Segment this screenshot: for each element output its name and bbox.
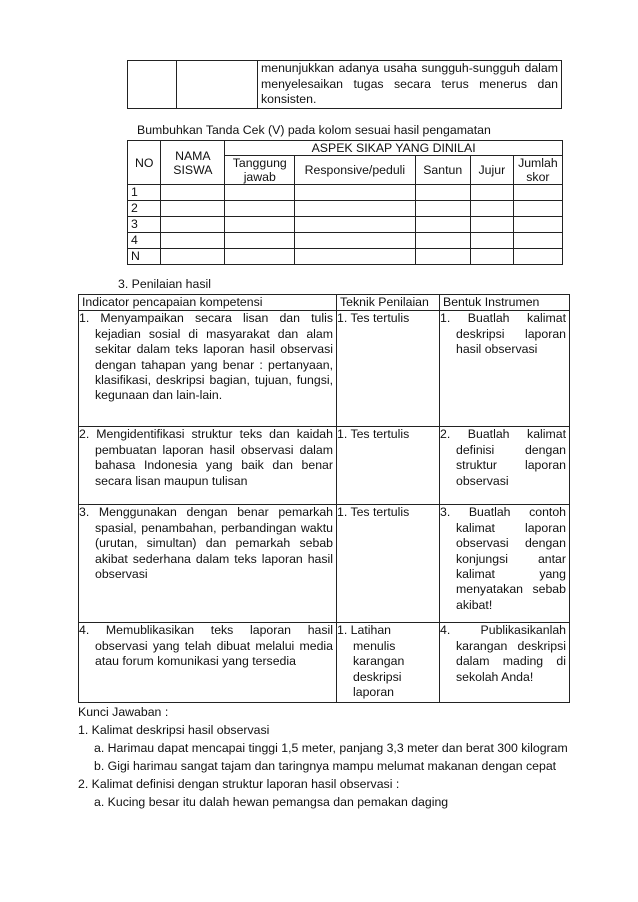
col-aspek: ASPEK SIKAP YANG DINILAI <box>225 141 563 156</box>
bentuk-cell: 2. Buatlah kalimat definisi dengan struktur laporan observasi <box>440 427 570 505</box>
answer-item-1b: b. Gigi harimau sangat tajam dan taringnya mampu melumat makanan dengan cepat <box>94 759 557 773</box>
bentuk-cell: 4. Publikasikanlah karangan deskripsi dalam mading di sekolah Anda! <box>440 623 570 703</box>
top-cell-text: menunjukkan adanya usaha sungguh-sungguh dalam menyelesaikan tugas secara terus menerus dan konsisten. <box>258 61 562 109</box>
col-bentuk: Bentuk Instrumen <box>440 295 570 311</box>
answer-key-title: Kunci Jawaban : <box>78 705 169 719</box>
row-no: N <box>128 249 161 265</box>
bentuk-cell: 1. Buatlah kalimat deskripsi laporan hasil observasi <box>440 311 570 427</box>
indicator-cell: 3. Menggunakan dengan benar pemarkah spasial, penambahan, perbandingan waktu (urutan, simultan) dan pemarkah sebab akibat sederhana dalam teks laporan hasil observasi <box>79 505 337 623</box>
col-indicator: Indicator pencapaian kompetensi <box>79 295 337 311</box>
row-no: 2 <box>128 201 161 217</box>
col-no: NO <box>128 141 161 185</box>
attitude-table <box>127 140 563 265</box>
row-no: 3 <box>128 217 161 233</box>
col-jujur: Jujur <box>470 156 513 185</box>
teknik-cell: 1. Latihan menulis karangan deskripsi laporan <box>337 623 440 703</box>
answer-item-1: 1. Kalimat deskripsi hasil observasi <box>78 723 270 737</box>
col-jumlah: Jumlah skor <box>513 156 562 185</box>
teknik-cell: 1. Tes tertulis <box>337 427 440 505</box>
row-no: 1 <box>128 185 161 201</box>
teknik-cell: 1. Tes tertulis <box>337 311 440 427</box>
answer-item-2: 2. Kalimat definisi dengan struktur laporan hasil observasi : <box>78 777 400 791</box>
answer-item-2a: a. Kucing besar itu dalah hewan pemangsa dan pemakan daging <box>94 795 449 809</box>
indicator-cell: 2. Mengidentifikasi struktur teks dan kaidah pembuatan laporan hasil observasi dalam bahasa Indonesia yang baik dan benar secara lisan maupun tulisan <box>79 427 337 505</box>
col-nama: NAMA SISWA <box>161 141 225 185</box>
bentuk-cell: 3. Buatlah contoh kalimat laporan observasi dengan konjungsi antar kalimat yang menyatakan sebab akibat! <box>440 505 570 623</box>
answer-item-1a: a. Harimau dapat mencapai tinggi 1,5 meter, panjang 3,3 meter dan berat 300 kilogram <box>94 741 568 755</box>
top-cell-empty-1 <box>128 61 177 109</box>
top-cell-empty-2 <box>177 61 258 109</box>
col-responsive: Responsive/peduli <box>295 156 415 185</box>
col-tanggung-jawab: Tanggung jawab <box>225 156 295 185</box>
indicator-cell: 1. Menyampaikan secara lisan dan tulis kejadian sosial di masyarakat dan alam sekitar dalam teks laporan hasil observasi dengan tahapan yang benar : pertanyaan, klasifikasi, deskripsi bagian, tujuan, fungsi, kegunaan dan lain-lain. <box>79 311 337 427</box>
answer-key <box>78 703 568 811</box>
col-teknik: Teknik Penilaian <box>337 295 440 311</box>
assessment-table <box>78 294 570 703</box>
section-3-heading: 3. Penilaian hasil <box>118 277 211 291</box>
instruction-text: Bumbuhkan Tanda Cek (V) pada kolom sesuai hasil pengamatan <box>137 123 491 137</box>
row-no: 4 <box>128 233 161 249</box>
top-table <box>127 60 562 109</box>
teknik-cell: 1. Tes tertulis <box>337 505 440 623</box>
col-santun: Santun <box>415 156 470 185</box>
indicator-cell: 4. Memublikasikan teks laporan hasil observasi yang telah dibuat melalui media atau forum komunikasi yang tersedia <box>79 623 337 703</box>
